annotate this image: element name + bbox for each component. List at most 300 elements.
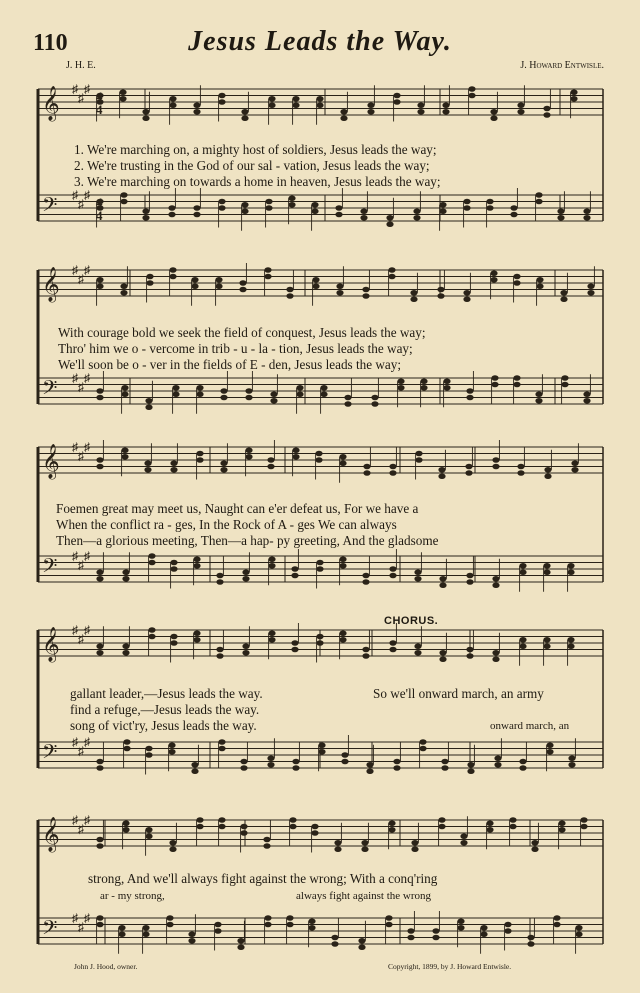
chorus-lyric: So we'll onward march, an army — [373, 686, 544, 701]
note-head — [362, 293, 369, 299]
note-head — [336, 283, 343, 289]
treble-clef: 𝄞 — [42, 818, 60, 851]
note-head — [120, 283, 127, 289]
note-head — [142, 925, 149, 931]
note-head — [553, 922, 560, 928]
bass-echo-lyric: onward march, an — [490, 720, 570, 732]
note-head — [491, 382, 498, 388]
note-head — [389, 566, 396, 572]
note-head — [220, 395, 227, 401]
time-signature: 4 — [96, 208, 103, 223]
sharp-sign: ♯ — [78, 197, 84, 211]
note-head — [513, 280, 520, 286]
note-head — [169, 96, 176, 102]
note-head — [142, 931, 149, 937]
note-head — [443, 378, 450, 384]
note-head — [172, 391, 179, 397]
note-head — [519, 637, 526, 643]
note-head — [544, 467, 551, 473]
note-head — [510, 212, 517, 218]
note-head — [240, 759, 247, 765]
note-head — [457, 925, 464, 931]
treble-clef: 𝄞 — [42, 628, 60, 661]
note-head — [543, 106, 550, 112]
note-head — [432, 928, 439, 934]
note-head — [193, 212, 200, 218]
note-head — [268, 630, 275, 636]
note-head — [388, 267, 395, 273]
note-head — [466, 579, 473, 585]
lyric-verse-1: With courage bold we seek the field of conquest, Jesus leads the way; — [58, 325, 426, 340]
note-head — [466, 573, 473, 579]
note-head — [439, 582, 446, 588]
lyric-verse-2: When the conflict ra - ges, In the Rock of A - ges We can always — [56, 517, 397, 532]
note-head — [191, 283, 198, 289]
note-head — [170, 634, 177, 640]
note-head — [148, 634, 155, 640]
note-head — [407, 928, 414, 934]
note-head — [463, 296, 470, 302]
note-head — [389, 640, 396, 646]
note-head — [480, 931, 487, 937]
note-head — [437, 293, 444, 299]
lyricist-credit: J. H. E. — [66, 60, 96, 71]
note-head — [360, 215, 367, 221]
note-head — [419, 739, 426, 745]
sharp-sign: ♯ — [84, 623, 90, 637]
note-head — [218, 199, 225, 205]
note-head — [336, 290, 343, 296]
note-head — [122, 643, 129, 649]
note-head — [188, 938, 195, 944]
note-head — [308, 918, 315, 924]
note-head — [361, 840, 368, 846]
note-head — [531, 846, 538, 852]
note-head — [513, 375, 520, 381]
note-head — [286, 293, 293, 299]
note-head — [388, 827, 395, 833]
sharp-sign: ♯ — [72, 188, 78, 202]
sharp-sign: ♯ — [84, 82, 90, 96]
note-head — [193, 205, 200, 211]
sharp-sign: ♯ — [84, 371, 90, 385]
note-head — [245, 447, 252, 453]
note-head — [268, 556, 275, 562]
note-head — [371, 401, 378, 407]
note-head — [264, 922, 271, 928]
note-head — [415, 451, 422, 457]
note-head — [291, 573, 298, 579]
note-head — [263, 843, 270, 849]
note-head — [120, 192, 127, 198]
sharp-sign: ♯ — [72, 549, 78, 563]
note-head — [267, 755, 274, 761]
note-head — [490, 109, 497, 115]
note-head — [270, 391, 277, 397]
note-head — [535, 398, 542, 404]
note-head — [292, 454, 299, 460]
note-head — [292, 96, 299, 102]
note-head — [241, 109, 248, 115]
note-head — [316, 102, 323, 108]
note-head — [414, 576, 421, 582]
note-head — [490, 277, 497, 283]
note-head — [268, 96, 275, 102]
note-head — [389, 464, 396, 470]
sharp-sign: ♯ — [78, 822, 84, 836]
note-head — [583, 208, 590, 214]
note-head — [122, 820, 129, 826]
note-head — [527, 941, 534, 947]
note-head — [296, 391, 303, 397]
treble-clef: 𝄞 — [42, 268, 60, 301]
note-head — [571, 467, 578, 473]
note-head — [339, 460, 346, 466]
note-head — [196, 451, 203, 457]
sharp-sign: ♯ — [78, 744, 84, 758]
note-head — [289, 817, 296, 823]
bass-clef: 𝄢 — [42, 918, 58, 944]
sharp-sign: ♯ — [72, 911, 78, 925]
note-head — [543, 112, 550, 118]
note-head — [361, 846, 368, 852]
note-head — [121, 454, 128, 460]
note-head — [118, 931, 125, 937]
note-head — [191, 768, 198, 774]
note-head — [311, 830, 318, 836]
note-head — [466, 653, 473, 659]
note-head — [96, 837, 103, 843]
sharp-sign: ♯ — [84, 263, 90, 277]
note-head — [546, 742, 553, 748]
note-head — [366, 768, 373, 774]
note-head — [570, 96, 577, 102]
note-head — [367, 102, 374, 108]
note-head — [438, 817, 445, 823]
note-head — [410, 290, 417, 296]
note-head — [148, 627, 155, 633]
note-head — [513, 382, 520, 388]
note-head — [439, 650, 446, 656]
note-head — [492, 650, 499, 656]
note-head — [218, 824, 225, 830]
note-head — [146, 274, 153, 280]
note-head — [397, 378, 404, 384]
note-head — [170, 460, 177, 466]
note-head — [245, 395, 252, 401]
note-head — [96, 915, 103, 921]
note-head — [218, 746, 225, 752]
note-head — [318, 749, 325, 755]
note-head — [393, 99, 400, 105]
note-head — [216, 653, 223, 659]
note-head — [215, 283, 222, 289]
sharp-sign: ♯ — [84, 549, 90, 563]
note-head — [519, 643, 526, 649]
note-head — [245, 454, 252, 460]
note-head — [286, 922, 293, 928]
hymn-title: Jesus Leads the Way. — [188, 26, 452, 57]
note-head — [468, 86, 475, 92]
sharp-sign: ♯ — [84, 188, 90, 202]
note-head — [334, 846, 341, 852]
note-head — [335, 212, 342, 218]
sharp-sign: ♯ — [78, 449, 84, 463]
note-head — [144, 460, 151, 466]
note-head — [535, 199, 542, 205]
note-head — [264, 915, 271, 921]
note-head — [393, 759, 400, 765]
note-head — [312, 283, 319, 289]
note-head — [193, 630, 200, 636]
note-head — [270, 398, 277, 404]
note-head — [122, 827, 129, 833]
note-head — [531, 840, 538, 846]
note-head — [457, 918, 464, 924]
note-head — [492, 656, 499, 662]
note-head — [122, 650, 129, 656]
note-head — [443, 385, 450, 391]
note-head — [490, 270, 497, 276]
note-head — [220, 460, 227, 466]
note-head — [415, 457, 422, 463]
note-head — [169, 102, 176, 108]
sharp-sign: ♯ — [78, 272, 84, 286]
note-head — [169, 274, 176, 280]
note-head — [468, 93, 475, 99]
note-head — [292, 102, 299, 108]
note-head — [220, 467, 227, 473]
note-head — [292, 759, 299, 765]
note-head — [286, 915, 293, 921]
note-head — [567, 569, 574, 575]
note-head — [245, 388, 252, 394]
note-head — [240, 824, 247, 830]
note-head — [385, 915, 392, 921]
note-head — [587, 290, 594, 296]
lyric-verse-1: 1. We're marching on, a mighty host of soldiers, Jesus leads the way; — [74, 142, 437, 157]
note-head — [242, 643, 249, 649]
note-head — [432, 935, 439, 941]
note-head — [543, 563, 550, 569]
note-head — [214, 922, 221, 928]
note-head — [442, 109, 449, 115]
note-head — [193, 637, 200, 643]
note-head — [296, 385, 303, 391]
note-head — [96, 388, 103, 394]
sharp-sign: ♯ — [72, 263, 78, 277]
note-head — [292, 765, 299, 771]
note-head — [393, 93, 400, 99]
note-head — [339, 637, 346, 643]
sharp-sign: ♯ — [84, 440, 90, 454]
note-head — [580, 817, 587, 823]
note-head — [339, 454, 346, 460]
note-head — [268, 563, 275, 569]
note-head — [168, 749, 175, 755]
note-head — [96, 643, 103, 649]
note-head — [543, 569, 550, 575]
note-head — [546, 749, 553, 755]
note-head — [318, 742, 325, 748]
note-head — [389, 647, 396, 653]
owner-credit: John J. Hood, owner. — [74, 962, 138, 971]
note-head — [316, 640, 323, 646]
note-head — [366, 762, 373, 768]
note-head — [441, 759, 448, 765]
note-head — [339, 556, 346, 562]
note-head — [558, 827, 565, 833]
note-head — [237, 938, 244, 944]
note-head — [240, 765, 247, 771]
note-head — [148, 560, 155, 566]
note-head — [544, 473, 551, 479]
note-head — [344, 401, 351, 407]
note-head — [341, 759, 348, 765]
note-head — [311, 202, 318, 208]
note-head — [543, 637, 550, 643]
note-head — [196, 817, 203, 823]
note-head — [220, 388, 227, 394]
note-head — [438, 473, 445, 479]
note-head — [490, 115, 497, 121]
note-head — [291, 647, 298, 653]
note-head — [196, 824, 203, 830]
sharp-sign: ♯ — [72, 813, 78, 827]
note-head — [560, 296, 567, 302]
note-head — [264, 267, 271, 273]
note-head — [492, 464, 499, 470]
note-head — [568, 762, 575, 768]
note-head — [216, 573, 223, 579]
lyric-verse-2: Thro' him we o - vercome in trib - u - la - tion, Jesus leads the way; — [58, 341, 413, 356]
note-head — [414, 569, 421, 575]
note-head — [120, 199, 127, 205]
note-head — [494, 755, 501, 761]
note-head — [168, 205, 175, 211]
note-head — [311, 824, 318, 830]
note-head — [166, 922, 173, 928]
note-head — [467, 768, 474, 774]
note-head — [218, 99, 225, 105]
note-head — [439, 202, 446, 208]
note-head — [513, 274, 520, 280]
note-head — [316, 634, 323, 640]
note-head — [96, 650, 103, 656]
note-head — [438, 467, 445, 473]
note-head — [407, 935, 414, 941]
note-head — [216, 647, 223, 653]
note-head — [486, 827, 493, 833]
note-head — [439, 576, 446, 582]
note-head — [268, 637, 275, 643]
note-head — [519, 759, 526, 765]
sharp-sign: ♯ — [78, 632, 84, 646]
note-head — [439, 208, 446, 214]
sharp-sign: ♯ — [84, 911, 90, 925]
note-head — [567, 643, 574, 649]
note-head — [553, 915, 560, 921]
note-head — [486, 199, 493, 205]
note-head — [216, 579, 223, 585]
note-head — [168, 742, 175, 748]
note-head — [510, 205, 517, 211]
note-head — [463, 205, 470, 211]
note-head — [191, 762, 198, 768]
note-head — [286, 287, 293, 293]
note-head — [480, 925, 487, 931]
lyric-verse-3: We'll soon be o - ver in the fields of E - den, Jesus leads the way; — [58, 357, 402, 372]
note-head — [362, 579, 369, 585]
note-head — [558, 820, 565, 826]
note-head — [557, 208, 564, 214]
note-head — [344, 395, 351, 401]
sharp-sign: ♯ — [78, 920, 84, 934]
lyric-verse-3: song of vict'ry, Jesus leads the way. — [70, 718, 257, 733]
bass-clef: 𝄢 — [42, 742, 58, 768]
note-head — [96, 843, 103, 849]
note-head — [363, 470, 370, 476]
note-head — [465, 470, 472, 476]
note-head — [414, 643, 421, 649]
note-head — [567, 563, 574, 569]
note-head — [535, 391, 542, 397]
note-head — [340, 115, 347, 121]
note-head — [96, 464, 103, 470]
copyright-notice: Copyright, 1899, by J. Howard Entwisle. — [388, 962, 512, 971]
note-head — [308, 925, 315, 931]
note-head — [121, 385, 128, 391]
treble-clef: 𝄞 — [42, 445, 60, 478]
note-head — [509, 817, 516, 823]
sharp-sign: ♯ — [78, 91, 84, 105]
note-head — [268, 102, 275, 108]
note-head — [465, 464, 472, 470]
note-head — [169, 840, 176, 846]
note-head — [583, 398, 590, 404]
note-head — [587, 283, 594, 289]
note-head — [96, 765, 103, 771]
note-head — [466, 388, 473, 394]
sharp-sign: ♯ — [84, 813, 90, 827]
note-head — [335, 205, 342, 211]
note-head — [145, 833, 152, 839]
sharp-sign: ♯ — [72, 735, 78, 749]
note-head — [437, 287, 444, 293]
note-head — [267, 464, 274, 470]
note-head — [358, 944, 365, 950]
note-head — [438, 824, 445, 830]
chorus-label: CHORUS. — [384, 615, 439, 627]
note-head — [410, 296, 417, 302]
note-head — [358, 938, 365, 944]
note-head — [517, 470, 524, 476]
note-head — [363, 464, 370, 470]
note-head — [289, 824, 296, 830]
chorus-lyric: strong, And we'll always fight against the wrong; With a conq'ring — [88, 871, 438, 886]
note-head — [196, 385, 203, 391]
note-head — [145, 404, 152, 410]
bass-clef: 𝄢 — [42, 556, 58, 582]
sharp-sign: ♯ — [84, 735, 90, 749]
note-head — [567, 637, 574, 643]
note-head — [119, 89, 126, 95]
note-head — [193, 556, 200, 562]
note-head — [413, 208, 420, 214]
note-head — [218, 93, 225, 99]
note-head — [561, 382, 568, 388]
note-head — [170, 566, 177, 572]
